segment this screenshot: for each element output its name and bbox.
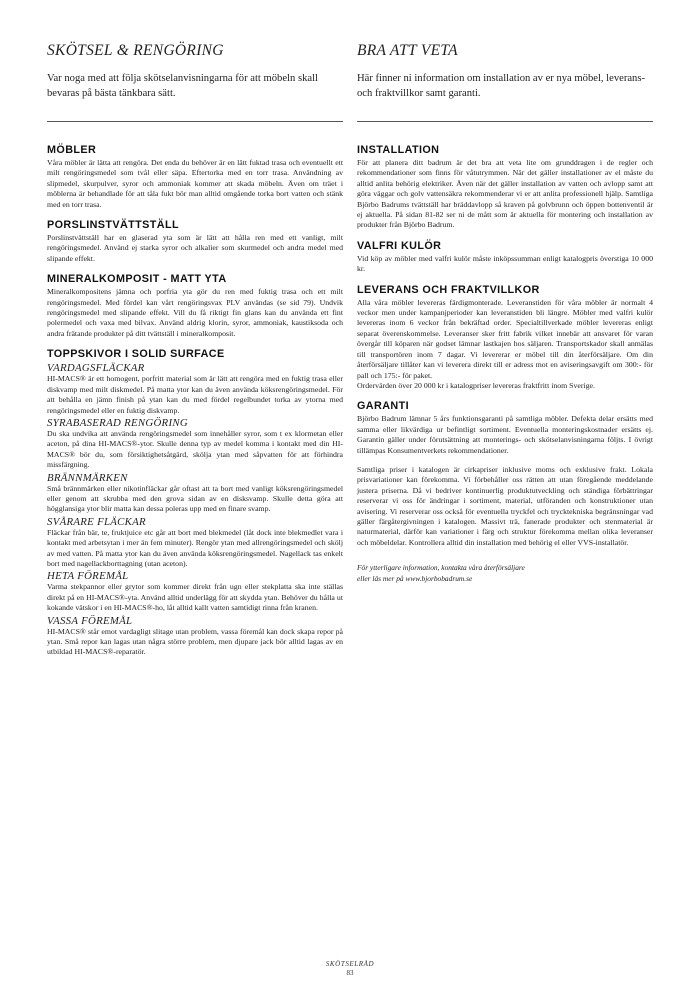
right-column [357, 42, 653, 584]
footer-section-label: SKÖTSELRÅD [325, 960, 375, 968]
section-leverans [357, 284, 653, 392]
sub-brannmarken-text: Små brännmärken eller nikotinfläckar går oftast att ta bort med vanligt köksrengöringsmedel eller genom att skrubba med den grova sidan av en disksvamp. Skulle detta göra att högglansiga ytor blir matta kan dessa poleras upp med en finare svamp. [47, 483, 343, 514]
right-intro: Här finner ni information om installation av er nya möbel, leverans- och fraktvillkor samt garanti. [357, 73, 646, 99]
right-divider [357, 121, 653, 122]
sub-heta-title: HETA FÖREMÅL [47, 570, 129, 583]
leverans-heading: LEVERANS OCH FRAKTVILLKOR [357, 283, 540, 296]
section-moebler [47, 144, 343, 210]
sub-vardagsflackar-text: HI-MACS® är ett homogent, porfritt material som är lätt att rengöra med en fuktig trasa eller diskvamp med milt diskmedel. På matta ytor kan du även använda köksrengöringsmedel. För att behålla en jämn finish på ytan kan du med fördel regelbundet torka av ytorna med rengöringsmedel eller en fuktig diskvamp. [47, 374, 343, 415]
mineral-text: Mineralkompositens jämna och porfria yta gör du ren med fuktig trasa och ett milt rengöringsmedel. Med fördel kan vårt rengöringsvax PLV användas (se sid 79). Undvik rengöringsmedel med slipande effekt. Vill du få riktigt fin glans kan du använda ett fint polermedel och vaxa med bilvax. Använd aldrig klorin, syror, ammoniak, kaustiksoda och andra frätande produkter på ditt tvättställ i mineralkomposit. [47, 287, 343, 338]
section-toppskivor [47, 348, 343, 658]
sub-vassa-text: HI-MACS® står emot vardagligt slitage utan problem, vassa föremål kan dock skapa repor på ytan. Små repor kan lagas utan några större problem, men djupare jack bör alltid lagas av en utbildad HI-MACS®-reparatör. [47, 626, 343, 657]
toppskivor-heading: TOPPSKIVOR I SOLID SURFACE [47, 348, 225, 361]
porslin-text: Porslinstvättställ har en glaserad yta som är lätt att hålla ren med ett vanligt, milt rengöringsmedel. Använd ej starka syror och alkalier som skurmedel och andra medel med slipande effekt. [47, 233, 343, 263]
left-column [47, 42, 343, 667]
sub-syrabaserad-text: Du ska undvika att använda rengöringsmedel som innehåller syror, som t ex klormetan eller aceton, på dina HI-MACS®-ytor. Skulle denna typ av medel komma i kontakt med din HI-MACS® bör du, som försiktighetsåtgärd, skölja ytan med såpvatten för att förhindra missfärgning. [47, 428, 343, 470]
sub-vassa-title: VASSA FÖREMÅL [47, 614, 133, 627]
moebler-heading: MÖBLER [47, 144, 97, 156]
right-column-title: BRA ATT VETA [357, 42, 458, 59]
page-number: 83 [346, 969, 354, 977]
sub-svarare-title: SVÅRARE FLÄCKAR [47, 515, 146, 528]
left-column-title: SKÖTSEL & RENGÖRING [47, 42, 224, 59]
kulor-heading: VALFRI KULÖR [357, 239, 442, 252]
sub-heta-text: Varma stekpannor eller grytor som kommer direkt från ugn eller stekplatta ska inte ställas direkt på en HI-MACS®-yta. Använd alltid underlägg för att skydda ytan. Behöver du hålla ut kokande vätskor i en HI-MACS®-ho, låt alltid kallt vatten samtidigt rinna från kranen. [47, 582, 343, 613]
left-intro: Var noga med att följa skötselanvisningarna för att möbeln skall bevaras på bästa tänkbara sätt. [47, 73, 318, 99]
section-installation [357, 144, 653, 231]
sub-vardagsflackar-title: VARDAGSFLÄCKAR [47, 362, 145, 375]
moebler-text: Våra möbler är lätta att rengöra. Det enda du behöver är en lätt fuktad trasa och eventuellt ett milt rengöringsmedel som tvål eller säpa. Eftertorka med en torr trasa. Användning av slipmedel, skurpulver, syror och ammoniak kommer att skada möbeln. Även om träet i möblerna är behandlade för att tåla fukt bör man alltid omgående torka bort vatten och stänk med en torr trasa. [47, 158, 343, 209]
porslin-heading: PORSLINSTVÄTTSTÄLL [47, 219, 179, 232]
leverans-text-1: Alla våra möbler levereras färdigmonterade. Leveranstiden för våra möbler är normalt 4 veckor men under kampanjperioder kan leveranstiden bli längre. Möbler med valfri kulör levereras inom 6 veckor från bekräftad order. Specialtillverkade möbler levereras enligt separat överenskommelse. Leveranser sker fritt fabrik vilket innebär att ansvaret för varan övergår till köparen när godset lämnar lastkajen hos säljaren. Transportskador skall anmälas till transportören inom 7 dagar. Vi levererar er möbel till din återförsäljare. Om din återförsäljare tillåter kan vi leverera direkt till er adress mot en aviseringsavgift om 300:- för pall och 175:- för paket. [357, 297, 653, 380]
page-footer [0, 960, 700, 978]
contact-footnote [357, 562, 653, 584]
sub-svarare-text: Fläckar från bär, te, fruktjuice etc går att bort med blekmedel (låt dock inte blekmedlet vara i kontakt med arbetsytan i mer än fem minuter). Rengör ytan med allrengöringsmedel och skölj av med vatten. På matta ytor kan du även använda köksrengöringsmedel. Nagellack tas enkelt bort med nagellackborttagning (utan aceton). [47, 527, 343, 568]
section-mineral [47, 273, 343, 339]
garanti-text-2: Samtliga priser i katalogen är cirkapriser inklusive moms och exklusive frakt. Lokala prisvariationer kan förekomma. Vi förbehåller oss rätten att utan föregående meddelande justera priserna. Då vi bedriver kontinuerlig produktutveckling och ständiga förbättringar reserverar vi oss för ändringar i sortiment, material, utföranden och konstruktioner utan avisering. Vi reserverar oss också för eventuella tryckfel och trycktekniska begränsningar vad gäller färgåtergivningen i katalogen. Massivt trä, fanerade produkter och stenmaterial är naturmaterial, därför kan variationer i färg och struktur förekomma mellan olika leveranser och möbeldelar. Kontrollera alltid din installation med behörig el eller VVS-installatör. [357, 464, 653, 547]
garanti-heading: GARANTI [357, 400, 409, 413]
section-kulor [357, 240, 653, 275]
section-garanti [357, 400, 653, 548]
sub-syrabaserad-title: SYRABASERAD RENGÖRING [47, 416, 188, 429]
section-porslin [47, 219, 343, 264]
installation-text: För att planera ditt badrum är det bra att veta lite om grunddragen i de regler och rekommendationer som finns för våtutrymmen. När det gäller installationer av el måste du alltid anlita behörig elektriker. Även när det gäller installation av vatten och avlopp samt att göra väggar och golv vattensäkra rekommenderar vi er att anlita professionell hjälp. Samtliga Björbo Badrums tvättställ har bräddavlopp så kraven på golvbrunn och öppen bottenventil är ej aktuella. På sidan 81-82 ser ni de mått som är aktuella för montering och installation av produkter från Björbo Badrum. [357, 158, 653, 230]
installation-heading: INSTALLATION [357, 144, 440, 156]
kulor-text: Vid köp av möbler med valfri kulör måste inköpssumman enligt katalogpris överstiga 10 000 kr. [357, 253, 653, 274]
mineral-heading: MINERALKOMPOSIT - MATT YTA [47, 273, 227, 286]
footnote-line-1: För ytterligare information, kontakta våra återförsäljare [357, 563, 525, 573]
left-divider [47, 121, 343, 122]
garanti-text-1: Björbo Badrum lämnar 5 års funktionsgaranti på samtliga möbler. Defekta delar ersätts med samma eller likvärdiga ur befintligt sortiment. Eventuella monteringskostnader ersätts ej. Garantin gäller under förutsättning att monterings- och skötselanvisningarna följts. I övrigt tillämpas Konsumentverkets rekommendationer. [357, 414, 653, 455]
footnote-line-2: eller läs mer på www.bjorbobadrum.se [357, 574, 473, 584]
sub-brannmarken-title: BRÄNNMÄRKEN [47, 471, 128, 484]
leverans-text-2: Ordervärden över 20 000 kr i katalogpriser levereras fraktfritt inom Sverige. [357, 380, 595, 390]
